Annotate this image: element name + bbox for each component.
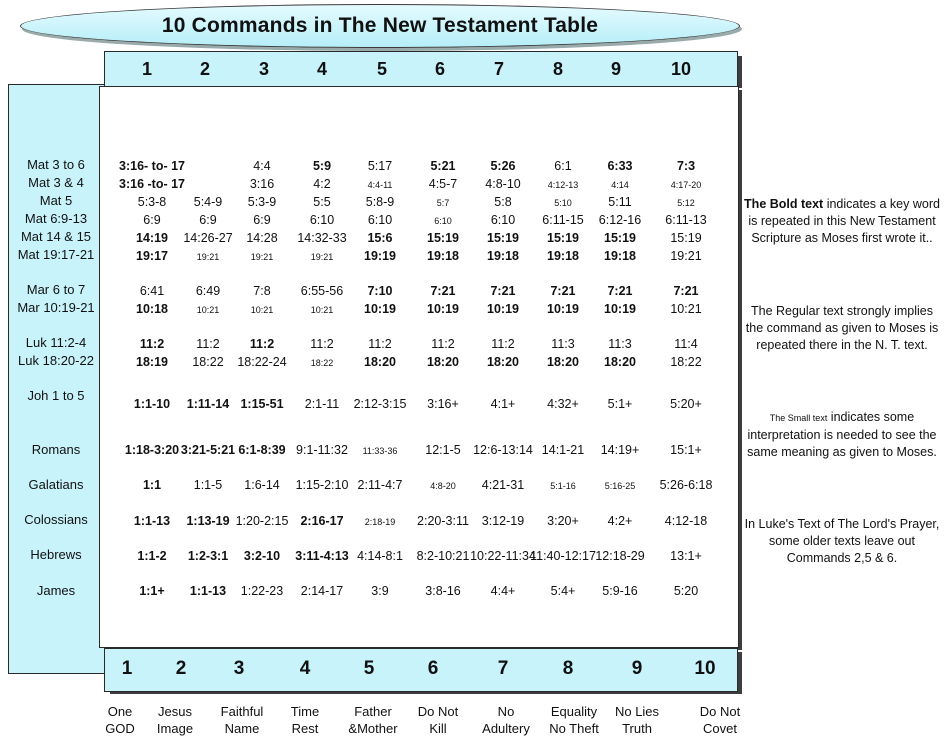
column-number-bottom: 3: [233, 658, 245, 679]
table-cell: 11:3: [608, 337, 632, 351]
table-cell: 10:19: [487, 302, 519, 316]
table-cell: 11:3: [551, 337, 575, 351]
command-name-line: &Mother: [348, 721, 398, 736]
command-name-line: Covet: [703, 721, 737, 736]
table-cell: 19:21: [670, 249, 702, 263]
table-cell: 4:4-11: [367, 180, 393, 190]
bold-note-rest: indicates a key word is repeated in this New Testament Scripture as Moses first wrote it..: [748, 197, 940, 245]
title-banner: [20, 4, 740, 48]
column-number-bottom: 1: [121, 658, 133, 679]
table-cell: 3:16 -to- 17: [119, 177, 185, 191]
row-label: Joh 1 to 5: [27, 388, 85, 403]
command-name-line: One: [107, 704, 133, 719]
table-cell: 6:10: [490, 213, 516, 227]
command-name-line: Equality: [550, 704, 598, 719]
luke-note: [742, 516, 942, 567]
regular-note: The Regular text strongly implies the command as given to Moses is repeated there in the N. T. text.: [745, 304, 939, 352]
table-cell: 18:22: [670, 355, 702, 369]
command-name: [700, 703, 740, 737]
table-cell: 7:8: [253, 284, 271, 298]
table-cell: 3:16: [249, 177, 275, 191]
command-name-line: Kill: [429, 721, 447, 736]
row-label: Mat 6:9-13: [24, 211, 88, 226]
table-cell: 12:18-29: [595, 549, 645, 563]
table-cell: 5:12: [677, 198, 695, 208]
column-number-bottom: 9: [631, 658, 643, 679]
table-cell: 7:21: [550, 284, 576, 298]
table-cell: 11:4: [674, 337, 698, 351]
table-cell: 15:19: [487, 231, 519, 245]
table-cell: 7:21: [607, 284, 633, 298]
table-cell: 1:13-19: [186, 514, 230, 528]
command-name-line: Jesus: [158, 704, 192, 719]
table-cell: 4:2+: [607, 514, 633, 528]
table-cell: 5:21: [430, 159, 456, 173]
table-cell: 6:1: [554, 159, 572, 173]
table-cell: 10:21: [310, 305, 334, 315]
table-cell: 1:1-13: [189, 584, 227, 598]
table-cell: 2:14-17: [300, 584, 344, 598]
table-cell: 12:1-5: [425, 443, 461, 457]
command-name-line: Do Not: [699, 704, 741, 719]
table-cell: 4:4+: [490, 584, 516, 598]
table-cell: 12:6-13:14: [473, 443, 533, 457]
table-cell: 5:11: [608, 195, 632, 209]
column-number-top: 3: [258, 59, 270, 79]
table-cell: 19:21: [196, 252, 220, 262]
table-cell: 11:2: [196, 337, 220, 351]
table-cell: 11:2: [139, 337, 165, 351]
command-name: [348, 703, 397, 737]
table-cell: 9:1-11:32: [296, 443, 348, 457]
table-cell: 7:21: [673, 284, 699, 298]
table-cell: 10:19: [364, 302, 396, 316]
table-cell: 5:26-6:18: [659, 478, 713, 492]
table-cell: 11:2: [368, 337, 392, 351]
table-cell: 6:41: [139, 284, 165, 298]
table-cell: 14:26-27: [183, 231, 233, 245]
command-name-line: No: [497, 704, 515, 719]
table-cell: 1:15-51: [240, 397, 284, 411]
column-number-top: 2: [199, 59, 211, 79]
row-label: Mat 3 & 4: [28, 175, 84, 190]
table-cell: 14:32-33: [297, 231, 347, 245]
table-cell: 6:10: [367, 213, 393, 227]
table-cell: 2:20-3:11: [417, 514, 469, 528]
command-name-line: Rest: [291, 721, 319, 736]
table-cell: 5:4+: [550, 584, 576, 598]
table-cell: 5:5: [313, 195, 331, 209]
table-cell: 18:20: [547, 355, 579, 369]
table-cell: 6:55-56: [300, 284, 344, 298]
table-cell: 7:21: [490, 284, 516, 298]
table-cell: 8:2-10:21: [416, 549, 470, 563]
row-label: Luk 18:20-22: [18, 353, 94, 368]
regular-text-note: [742, 303, 942, 354]
command-name: [418, 703, 458, 737]
small-text-note: [742, 409, 942, 461]
table-cell: 6:11-15: [542, 213, 584, 227]
table-cell: 18:22: [310, 358, 334, 368]
table-cell: 10:21: [196, 305, 220, 315]
table-cell: 3:9: [371, 584, 389, 598]
table-cell: 6:9: [199, 213, 217, 227]
column-header-bottom: [104, 648, 738, 692]
table-cell: 4:14-8:1: [357, 549, 403, 563]
column-number-top: 9: [610, 59, 622, 79]
column-number-bottom: 6: [427, 658, 439, 679]
table-cell: 1:1: [142, 478, 162, 492]
table-cell: 18:22: [192, 355, 224, 369]
table-cell: 18:20: [604, 355, 636, 369]
row-label: Hebrews: [30, 547, 82, 562]
table-cell: 4:21-31: [481, 478, 525, 492]
column-number-bottom: 5: [363, 658, 375, 679]
table-cell: 6:11-13: [665, 213, 707, 227]
table-cell: 11:2: [431, 337, 455, 351]
table-cell: 1:1-2: [137, 549, 167, 563]
table-cell: 6:10: [434, 216, 452, 226]
table-cell: 14:1-21: [541, 443, 585, 457]
command-name: [291, 703, 319, 737]
table-cell: 6:12-16: [598, 213, 642, 227]
table-cell: 19:18: [604, 249, 636, 263]
small-note-rest: indicates some interpretation is needed to see the same meaning as given to Moses.: [747, 410, 937, 459]
column-number-bottom: 10: [694, 658, 716, 679]
table-cell: 15:1+: [670, 443, 702, 457]
table-cell: 1:22-23: [240, 584, 284, 598]
table-cell: 5:4-9: [193, 195, 223, 209]
table-cell: 3:21-5:21: [180, 443, 236, 457]
table-cell: 15:19: [427, 231, 459, 245]
row-label: Colossians: [24, 512, 88, 527]
row-label: James: [36, 583, 76, 598]
table-cell: 10:19: [604, 302, 636, 316]
column-number-top: 7: [493, 59, 505, 79]
row-label: Mar 6 to 7: [26, 282, 86, 297]
table-cell: 6:9: [143, 213, 161, 227]
table-cell: 6:49: [195, 284, 221, 298]
table-cell: 18:19: [136, 355, 168, 369]
table-cell: 4:12-18: [664, 514, 708, 528]
table-cell: 7:3: [676, 159, 696, 173]
command-name-line: No Theft: [549, 721, 599, 736]
row-label: Mat 19:17-21: [17, 247, 95, 262]
command-name: [482, 703, 530, 737]
column-number-bottom: 7: [497, 658, 509, 679]
table-cell: 5:1+: [607, 397, 633, 411]
table-cell: 19:18: [547, 249, 579, 263]
table-cell: 14:19: [136, 231, 168, 245]
column-number-top: 6: [434, 59, 446, 79]
column-number-bottom: 2: [175, 658, 187, 679]
column-number-bottom: 8: [562, 658, 574, 679]
table-cell: 18:20: [487, 355, 519, 369]
command-name-line: Time: [290, 704, 320, 719]
table-cell: 1:1-10: [133, 397, 171, 411]
table-cell: 10:19: [427, 302, 459, 316]
table-cell: 14:19+: [600, 443, 640, 457]
command-name-line: Truth: [622, 721, 652, 736]
row-label: Mat 3 to 6: [27, 157, 85, 172]
table-cell: 11:2: [310, 337, 334, 351]
row-label: Galatians: [28, 477, 84, 492]
table-cell: 10:21: [250, 305, 274, 315]
table-cell: 5:10: [554, 198, 572, 208]
table-cell: 11:2: [491, 337, 515, 351]
table-cell: 5:8: [494, 195, 512, 209]
table-cell: 18:20: [364, 355, 396, 369]
table-cell: 5:7: [436, 198, 450, 208]
table-cell: 19:21: [250, 252, 274, 262]
table-cell: 4:12-13: [547, 180, 579, 190]
table-cell: 19:18: [487, 249, 519, 263]
luke-note-text: In Luke's Text of The Lord's Prayer, some older texts leave out Commands 2,5 & 6.: [744, 517, 940, 565]
table-cell: 5:16-25: [604, 481, 636, 491]
table-cell: 4:32+: [547, 397, 579, 411]
table-cell: 18:22-24: [237, 355, 287, 369]
row-label: Romans: [31, 442, 81, 457]
table-cell: 10:19: [547, 302, 579, 316]
column-number-top: 8: [552, 59, 564, 79]
table-cell: 3:20+: [547, 514, 579, 528]
table-cell: 1:20-2:15: [235, 514, 289, 528]
column-number-top: 5: [376, 59, 388, 79]
table-cell: 4:5-7: [428, 177, 458, 191]
table-cell: 5:9: [312, 159, 332, 173]
table-cell: 5:20: [673, 584, 699, 598]
row-label: Mat 5: [39, 193, 73, 208]
bold-text-note: [742, 196, 942, 247]
command-name-line: Image: [156, 721, 194, 736]
table-cell: 4:17-20: [670, 180, 702, 190]
table-cell: 1:1-5: [193, 478, 223, 492]
command-name: [157, 703, 193, 737]
row-label: Luk 11:2-4: [25, 335, 87, 350]
row-label: Mar 10:19-21: [17, 300, 95, 315]
table-cell: 19:17: [136, 249, 168, 263]
table-cell: 1:15-2:10: [295, 478, 349, 492]
table-cell: 5:1-16: [550, 481, 576, 491]
table-cell: 6:10: [309, 213, 335, 227]
table-cell: 1:1-13: [133, 514, 171, 528]
table-cell: 3:2-10: [243, 549, 281, 563]
table-cell: 3:16+: [427, 397, 459, 411]
command-name-line: Father: [354, 704, 392, 719]
table-cell: 6:33: [607, 159, 633, 173]
table-cell: 5:3-9: [247, 195, 277, 209]
table-cell: 3:11-4:13: [295, 549, 349, 563]
table-cell: 11:33-36: [362, 446, 398, 456]
command-name: [615, 703, 659, 737]
command-name: [105, 703, 135, 737]
table-cell: 5:9-16: [602, 584, 638, 598]
table-cell: 19:19: [364, 249, 396, 263]
command-name-line: Faithful: [220, 704, 264, 719]
column-number-bottom: 4: [299, 658, 311, 679]
table-cell: 10:21: [670, 302, 702, 316]
table-cell: 15:19: [547, 231, 579, 245]
table-cell: 4:8-10: [485, 177, 521, 191]
small-note-lead: The Small text: [769, 413, 828, 423]
column-number-top: 10: [670, 59, 692, 79]
table-cell: 4:8-20: [430, 481, 456, 491]
table-cell: 4:14: [611, 180, 629, 190]
row-label: Mat 14 & 15: [20, 229, 92, 244]
table-cell: 2:16-17: [300, 514, 344, 528]
table-cell: 7:10: [367, 284, 393, 298]
table-cell: 10:18: [136, 302, 168, 316]
table-cell: 3:12-19: [481, 514, 525, 528]
table-cell: 4:1+: [490, 397, 516, 411]
table-cell: 2:11-4:7: [357, 478, 403, 492]
table-cell: 13:1+: [670, 549, 702, 563]
table-cell: 1:6-14: [244, 478, 280, 492]
table-cell: 5:20+: [670, 397, 702, 411]
table-cell: 6:1-8:39: [238, 443, 286, 457]
command-name-line: No Lies: [614, 704, 660, 719]
command-name-line: Adultery: [482, 721, 530, 736]
table-cell: 7:21: [430, 284, 456, 298]
table-cell: 15:19: [670, 231, 702, 245]
table-cell: 10:22-11:34: [470, 549, 536, 563]
command-name-line: Name: [224, 721, 260, 736]
table-cell: 11:40-12:17: [530, 549, 596, 563]
command-name-line: Do Not: [417, 704, 459, 719]
bold-note-lead: The Bold text: [744, 197, 824, 211]
table-cell: 2:12-3:15: [353, 397, 407, 411]
command-name-line: GOD: [105, 721, 135, 736]
table-cell: 3:16- to- 17: [119, 159, 185, 173]
command-name: [221, 703, 264, 737]
table-cell: 3:8-16: [425, 584, 461, 598]
table-cell: 5:8-9: [365, 195, 395, 209]
page-title: 10 Commands in The New Testament Table: [161, 14, 599, 37]
table-cell: 15:6: [367, 231, 393, 245]
table-cell: 2:18-19: [364, 517, 396, 527]
table-cell: 19:18: [427, 249, 459, 263]
table-cell: 1:18-3:20: [124, 443, 180, 457]
table-cell: 5:17: [367, 159, 393, 173]
table-cell: 11:2: [249, 337, 275, 351]
command-name: [549, 703, 599, 737]
table-cell: 18:20: [427, 355, 459, 369]
column-number-top: 4: [316, 59, 328, 79]
table-cell: 14:28: [246, 231, 278, 245]
table-cell: 5:26: [490, 159, 516, 173]
table-cell: 15:19: [604, 231, 636, 245]
table-cell: 4:2: [313, 177, 331, 191]
table-cell: 1:1+: [139, 584, 165, 598]
table-cell: 6:9: [253, 213, 271, 227]
column-number-top: 1: [141, 59, 153, 79]
table-cell: 1:11-14: [186, 397, 230, 411]
table-cell: 1:2-3:1: [187, 549, 229, 563]
table-cell: 19:21: [310, 252, 334, 262]
table-cell: 2:1-11: [304, 397, 340, 411]
table-cell: 5:3-8: [137, 195, 167, 209]
table-cell: 4:4: [253, 159, 271, 173]
